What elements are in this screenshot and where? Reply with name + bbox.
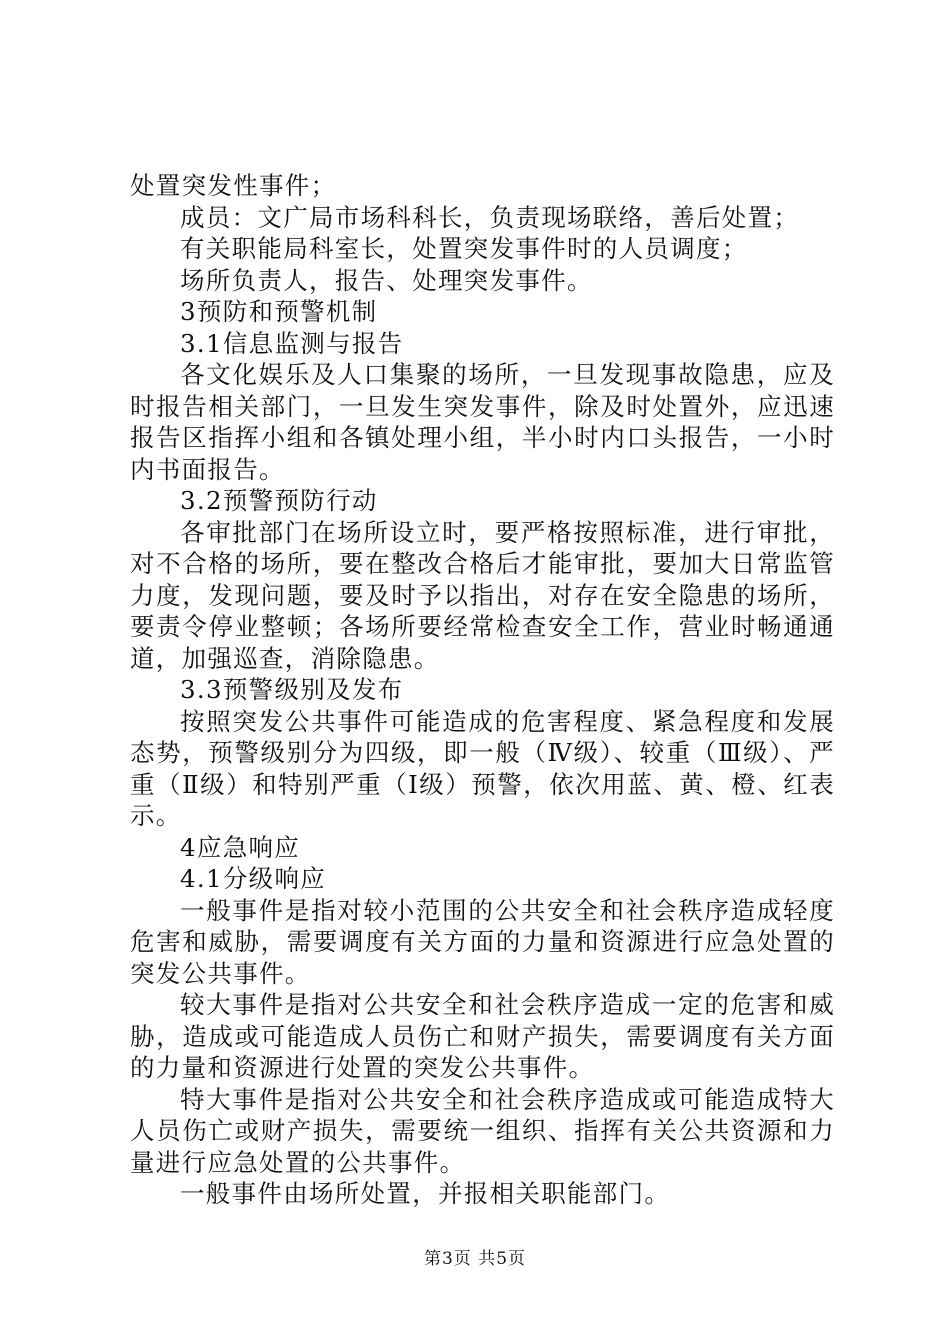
paragraph-2: 成员：文广局市场科科长，负责现场联络，善后处置；	[180, 202, 800, 232]
document-body	[130, 170, 835, 1210]
paragraph-15: 较大事件是指对公共安全和社会秩序造成一定的危害和威胁，造成或可能造成人员伤亡和财产损失，需要调度有关方面的力量和资源进行处置的突发公共事件。	[130, 990, 835, 1082]
paragraph-17: 一般事件由场所处置，并报相关职能部门。	[180, 1179, 671, 1208]
page-footer: 第3页 共5页	[423, 1249, 527, 1269]
paragraph-4: 场所负责人，报告、处理突发事件。	[180, 265, 593, 295]
paragraph-11: 按照突发公共事件可能造成的危害程度、紧急程度和发展态势，预警级别分为四级，即一般（Ⅳ级）、较重（Ⅲ级）、严重（Ⅱ级）和特别严重（Ⅰ级）预警，依次用蓝、黄、橙、红表示。	[130, 706, 835, 830]
section-heading-4: 4应急响应	[180, 832, 301, 862]
paragraph-1: 处置突发性事件；	[130, 171, 337, 200]
section-heading-4-1: 4.1分级响应	[180, 864, 327, 893]
section-heading-3: 3预防和预警机制	[180, 297, 378, 326]
paragraph-3: 有关职能局科室长，处置突发事件时的人员调度；	[180, 234, 748, 263]
section-heading-3-3: 3.3预警级别及发布	[180, 675, 404, 704]
section-heading-3-1: 3.1信息监测与报告	[180, 328, 404, 358]
paragraph-14: 一般事件是指对较小范围的公共安全和社会秩序造成轻度危害和威胁，需要调度有关方面的力量和资源进行应急处置的突发公共事件。	[130, 895, 835, 988]
paragraph-16: 特大事件是指对公共安全和社会秩序造成或可能造成特大人员伤亡或财产损失，需要统一组织、指挥有关公共资源和力量进行应急处置的公共事件。	[130, 1084, 835, 1177]
paragraph-7: 各文化娱乐及人口集聚的场所，一旦发现事故隐患，应及时报告相关部门，一旦发生突发事件，除及时处置外，应迅速报告区指挥小组和各镇处理小组，半小时内口头报告，一小时内书面报告。	[130, 360, 835, 484]
section-heading-3-2: 3.2预警预防行动	[180, 486, 378, 515]
paragraph-9: 各审批部门在场所设立时，要严格按照标准，进行审批，对不合格的场所，要在整改合格后才能审批，要加大日常监管力度，发现问题，要及时予以指出，对存在安全隐患的场所，要责令停业整顿；各场所要经常检查安全工作，营业时畅通通道，加强巡查，消除隐患。	[130, 517, 835, 673]
